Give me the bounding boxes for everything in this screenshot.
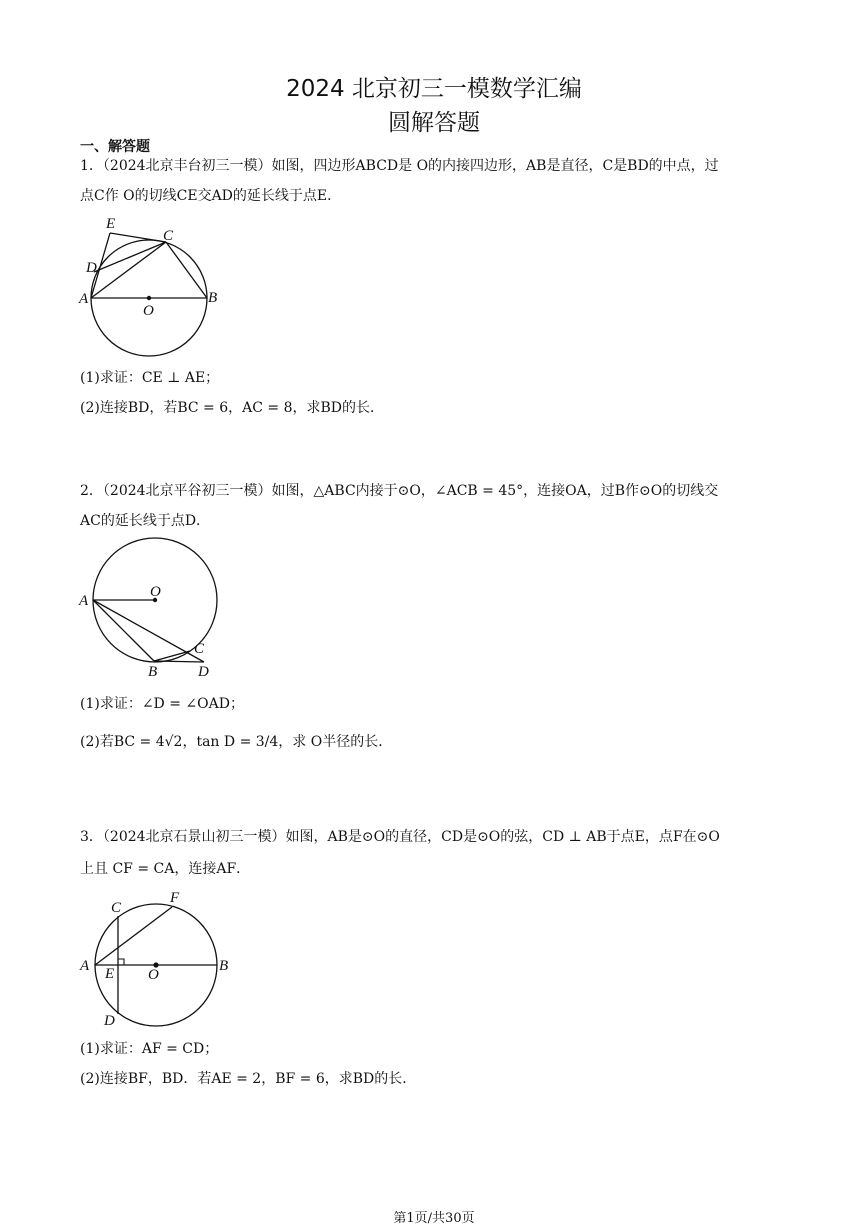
fig3-label-b: B: [219, 958, 229, 974]
fig2-label-b: B: [148, 664, 158, 680]
fig3-label-o: O: [148, 967, 159, 983]
fig2-label-o: O: [150, 584, 161, 600]
problem-2-part-1: (1)求证：∠D = ∠OAD；: [80, 696, 244, 712]
page-subtitle: 圆解答题: [388, 110, 480, 136]
fig1-label-o: O: [143, 303, 154, 319]
fig3-label-d: D: [104, 1013, 115, 1029]
fig3-label-f: F: [170, 890, 180, 906]
fig1-label-a: A: [79, 291, 89, 307]
problem-1-line-2: 点C作 O的切线CE交AD的延长线于点E．: [80, 188, 342, 204]
problem-1-line-1: 1．（2024北京丰台初三一模）如图，四边形ABCD是 O的内接四边形，AB是直径，C是BD的中点，过: [80, 158, 719, 174]
problem-1-part-2: (2)连接BD，若BC = 6，AC = 8，求BD的长．: [80, 400, 385, 416]
problem-3-line-1: 3．（2024北京石景山初三一模）如图，AB是⊙O的直径，CD是⊙O的弦，CD ⊥ AB于点E，点F在⊙O: [80, 829, 720, 845]
fig2-label-a: A: [79, 593, 89, 609]
fig3-label-c: C: [111, 900, 122, 916]
page-title: 2024 北京初三一模数学汇编: [286, 76, 582, 102]
problem-2-line-2: AC的延长线于点D．: [80, 513, 211, 529]
problem-1-figure: [70, 210, 230, 360]
problem-1-part-1: (1)求证：CE ⊥ AE；: [80, 370, 220, 386]
problem-2-line-1: 2．（2024北京平谷初三一模）如图，△ABC内接于⊙O，∠ACB = 45°，连接OA，过B作⊙O的切线交: [80, 483, 719, 499]
fig2-label-d: D: [198, 664, 209, 680]
fig2-label-c: C: [194, 641, 205, 657]
fig1-label-b: B: [208, 290, 218, 306]
fig1-label-e: E: [106, 216, 116, 232]
fig3-label-a: A: [80, 958, 90, 974]
problem-3-line-2: 上且 CF = CA，连接AF．: [80, 861, 251, 877]
fig1-label-d: D: [86, 260, 97, 276]
problem-3-figure: [70, 885, 240, 1035]
page-number: 第1页/共30页: [393, 1211, 475, 1226]
fig3-label-e: E: [105, 966, 115, 982]
problem-3-part-1: (1)求证：AF = CD；: [80, 1041, 219, 1057]
section-heading: 一、解答题: [80, 139, 150, 155]
problem-3-part-2: (2)连接BF，BD．若AE = 2，BF = 6，求BD的长．: [80, 1071, 417, 1087]
problem-2-part-2: (2)若BC = 4√2，tan D = 3/4，求 O半径的长．: [80, 734, 393, 750]
problem-2-figure: [70, 535, 230, 685]
fig1-label-c: C: [163, 228, 174, 244]
